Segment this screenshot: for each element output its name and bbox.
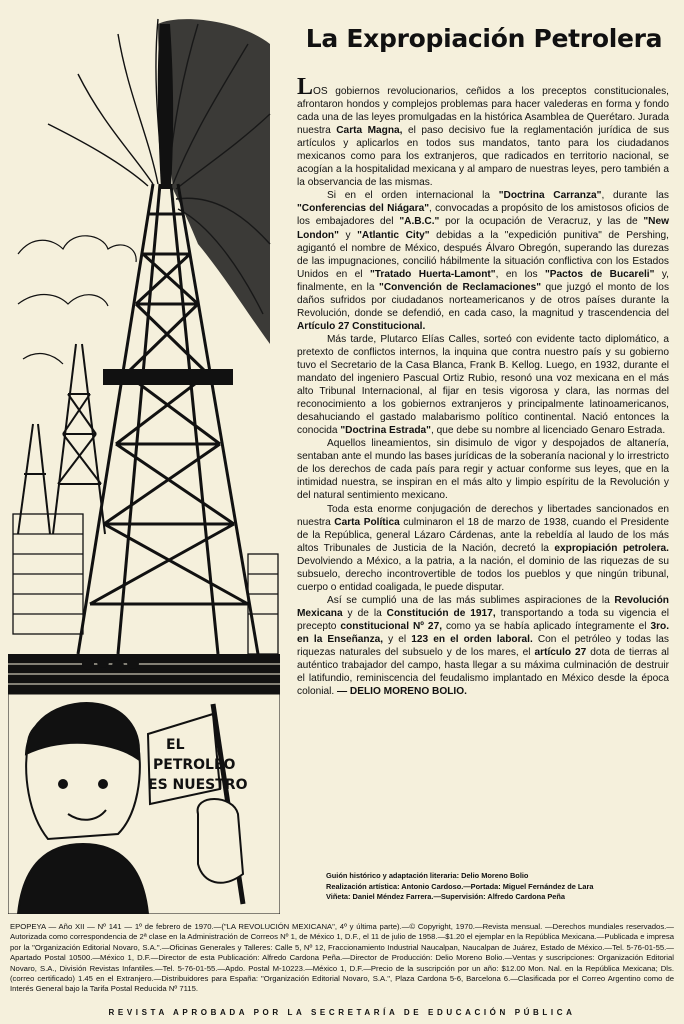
text-segment: Aquellos lineamientos, sin disimulo de vigor y despojados de altanería, sentaban ante el mundo las bases jurídicas de la soberanía nacional y lo irrestricto de los derechos de cada país para regir y actuar conforme sus leyes, que en la intimidad nuestra, se inspiran en el más alto y limpio espíritu de la Revolución y del natural sentimiento mexicano. [297, 438, 669, 502]
bold-text: 123 en el orden laboral. [411, 633, 533, 645]
text-segment: que juzgó el monto de los daños sufridos por ciudadanos norteamericanos y de otros países durante la Revolución, donde se defendió, en cada caso, la magnitud y trascendencia del [297, 281, 670, 319]
text-segment: dota de tierras al auténtico trabajador del campo, hasta llegar a su máxima culminación de destruir el latifundio, reminiscencia del feudalismo implantado en México desde la época colonial. [297, 647, 670, 698]
article-paragraph [297, 333, 669, 437]
bold-text: Artículo 27 Constitucional. [297, 320, 426, 332]
bold-text: Constitución de 1917, [386, 607, 496, 619]
text-segment: el paso decisivo fue la reglamentación jurídica de sus artículos y aplicarlos en todos sus mandatos, tanto para los ciudadanos mexicanos como para los extranjeros, que radicados en territorio nacional, se acogían a la hospitalidad mexicana y al amparo de nuestras leyes, pero también a la observancia de las mismas. [297, 125, 670, 189]
credit-line: Viñeta: Daniel Méndez Farrera.—Supervisión: Alfredo Cardona Peña [326, 892, 566, 901]
bold-text: "Pactos de Bucareli" [544, 268, 655, 280]
sign-line-3: ES NUESTRO [148, 777, 248, 793]
derrick-platform [103, 369, 233, 385]
text-segment: , durante las [601, 190, 669, 202]
bold-text: "Doctrina Estrada" [340, 425, 431, 437]
credit-line: Realización artística: Antonio Cardoso.—Portada: Miguel Fernández de Lara [326, 881, 594, 891]
text-segment: Más tarde, Plutarco Elías Calles, sorteó con evidente tacto diplomático, a pretexto de conflictos internos, la inquina que contra nuestro país y su gobierno tuvo el Secretario de la Casa Blanca, Frank B. Kellog. Luego, en 1932, durante el mandato del ingeniero Pascual Ortiz Rubio, resonó una voz mexicana en el más alto Tribunal Internacional, al fijar en tesis vigorosa y clara, las normas del reconocimiento a los gobiernos extranjeros y principalmente latinoamericanos, desahuciando el gastado malabarismo político continental. Nació entonces la conocida [297, 333, 669, 437]
sign-line-2: PETROLEO [153, 757, 236, 773]
oil-jet [158, 24, 173, 189]
bold-text: "Convención de Reclamaciones" [379, 281, 541, 293]
text-segment: y [338, 229, 358, 241]
oil-cloud-dark [158, 19, 270, 344]
bold-text: Revolución Mexicana [297, 594, 669, 619]
text-segment: debidas a la "expedición punitiva" de Pershing, agigantó el nombre de México, después Álvaro Obregón, superando las durezas de las impugnaciones, concilió hábilmente la situación conflictiva con los Estados Unidos en el [297, 229, 669, 280]
bold-text: expropiación petrolera. [554, 542, 669, 554]
text-segment: Devolviendo a México, a la patria, a la nación, el dominio de las riquezas de su subsuelo, derecho incontrovertible de todos los pueblos y que ningún tribunal, cuerpo o entidad coaligada, le puede disputar. [297, 555, 669, 593]
article-paragraph [297, 189, 669, 333]
background-derricks [18, 344, 105, 534]
text-segment: Así se cumplió una de las más sublimes aspiraciones de la [327, 594, 615, 606]
text-segment: , convocadas a propósito de los amistosos oficios de los embajadores del [297, 203, 669, 228]
oil-derrick-illustration [8, 14, 280, 914]
sign-line-1: EL [166, 737, 185, 753]
article-title: La Expropiación Petrolera [305, 24, 663, 53]
text-segment: y, finalmente, en la [297, 268, 669, 293]
bold-text: "Conferencias del Niágara" [297, 203, 430, 215]
text-segment: OS gobiernos revolucionarios, ceñidos a los preceptos constitucionales, afrontaron hondos y complejos problemas para hacer valederas en forma y fondo cada una de las leyes promulgadas en la histórica Asamblea de Querétaro. Jurada nuestra [297, 86, 669, 137]
publication-imprint: EPOPEYA — Año XII — Nº 141 — 1º de febrero de 1970.—("LA REVOLUCIÓN MEXICANA", 4º y última parte).—© Copyright, 1970.—Revista mensual. —Derechos mundiales reservados.—Autorizada como correspondencia de 2ª clase en la Administración de Correos Nº 1, de México 1, D.F., el 11 de julio de 1958.—$1.20 el ejemplar en la República Mexicana.—Publicada e impresa por la "Organización Editorial Novaro, S.A.".—Oficinas Generales y Talleres: Calle 5, Nº 12, Fraccionamiento Industrial Naucalpan, Naucalpan de Juárez, Estado de México.—Tel. 5-76-01-55.—Apartado Postal 10500.—México 1, D.F.—Director de esta Publicación: Alfredo Cardona Peña.—Director de Producción: Delio Moreno Bolio.—Ventas y suscripciones: Organización Editorial Novaro, S.A., División Revistas Infantiles.—Tel. 5-76-01-55.—Apdo. Postal M-10223.—México 1, D.F.—Precio de la suscripción por un año: $12.00 Mon. Nal. en la República Mexicana; Dls. (correo certificado) 1.45 en el Extranjero.—Distribuidores para España: "Organización Editorial Novaro, S.A.", Plaza Cardona 5-6, Barcelona 6.—Clasificada por el Correo Argentino como de Interés General bajo la Tarifa Postal Reducida Nº 7115. [10, 922, 674, 994]
bold-text: "Tratado Huerta-Lamont" [369, 268, 496, 280]
approval-notice: REVISTA APROBADA POR LA SECRETARÍA DE EDUCACIÓN PÚBLICA [108, 1008, 576, 1017]
article-paragraph [297, 503, 669, 594]
bold-text: artículo 27 [534, 647, 587, 659]
boy-portrait [18, 703, 148, 914]
article-paragraph [297, 594, 669, 698]
credits [326, 871, 676, 903]
text-segment: , que debe su nombre al licenciado Genaro Estrada. [430, 425, 666, 437]
credit-line: Guión histórico y adaptación literaria: Delio Moreno Bolio [326, 871, 529, 880]
text-segment: y de la [342, 607, 387, 619]
text-segment: por la ocupación de Veracruz, y las de [439, 216, 644, 228]
article-paragraph [297, 437, 669, 502]
bold-text: "Doctrina Carranza" [498, 190, 602, 202]
clouds [18, 236, 136, 364]
text-segment: , en los [495, 268, 545, 280]
bold-text: "A.B.C." [399, 216, 440, 228]
text-segment: Si en el orden internacional la [327, 190, 499, 202]
bold-text: 3ro. en la Enseñanza, [297, 620, 670, 645]
bold-text: "Atlantic City" [357, 229, 430, 241]
bold-text: Carta Política [334, 516, 400, 528]
text-segment: Con el petróleo y todas las riquezas naturales del subsuelo y de los mares, el [297, 633, 669, 659]
raised-hand [198, 799, 243, 883]
text-segment: y el [383, 633, 412, 645]
text-segment: transportando a toda su vigencia el precepto [297, 607, 669, 632]
text-segment: Toda esta enorme conjugación de derechos y libertades sancionados en nuestra [297, 503, 669, 528]
bold-text: "New London" [297, 216, 669, 241]
article-body [297, 74, 670, 698]
bold-text: — DELIO MORENO BOLIO. [336, 686, 467, 698]
drop-cap: L [297, 74, 314, 100]
text-segment: culminaron el 18 de marzo de 1938, cuando el Presidente de la República, general Lázaro Cárdenas, ante la rebeldía al laudo de los más altos Tribunales de Justicia de la Nación, decretó la [297, 516, 670, 554]
bold-text: constitucional Nº 27, [340, 620, 443, 632]
article-paragraph [297, 74, 670, 189]
bold-text: Carta Magna, [336, 125, 403, 137]
text-segment: como ya se había aplicado íntegramente el [442, 620, 651, 632]
